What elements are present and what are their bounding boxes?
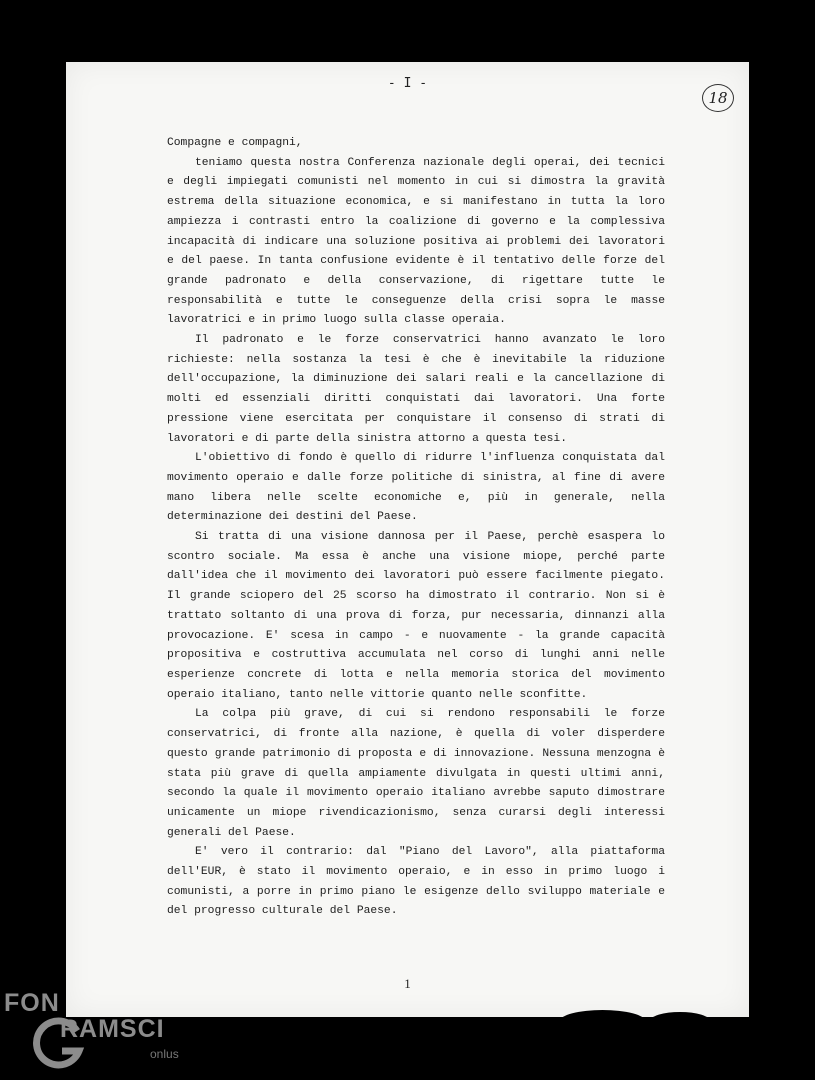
body-text <box>167 134 665 922</box>
paragraph: Il padronato e le forze conservatrici hanno avanzato le loro richieste: nella sostanza la tesi è che è inevitabile la riduzione dell'occupazione, la diminuzione dei salari reali e la cancellazione di molti ed essenziali diritti conquistati dai lavoratori. Una forte pressione viene esercitata per conquistare il consenso di strati di lavoratori e di parte della sinistra attorno a questa tesi. <box>167 334 665 445</box>
paragraph: E' vero il contrario: dal "Piano del Lavoro", alla piattaforma dell'EUR, è stato il movimento operaio, e in esso in primo luogo i comunisti, a porre in primo piano le esigenze dello sviluppo materiale e del progresso culturale del Paese. <box>167 846 665 918</box>
page-number: 1 <box>404 976 411 991</box>
scan-shadow <box>560 1010 645 1032</box>
fondazione-gramsci-logo <box>0 985 220 1080</box>
paragraph: teniamo questa nostra Conferenza nazionale degli operai, dei tecnici e degli impiegati comunisti nel momento in cui si dimostra la gravità estrema della situazione economica, e si manifestano in tutta la loro ampiezza i contrasti entro la coalizione di governo e la complessiva incapacità di indicare una soluzione positiva ai problemi dei lavoratori e del paese. In tanta confusione evidente è il tentativo delle forze del grande padronato e della conservazione, di rigettare tutte le responsabilità e tutte le conseguenze della crisi sopra le masse lavoratrici e in primo luogo sulla classe operaia. <box>167 156 665 327</box>
scan-shadow <box>650 1012 710 1030</box>
archive-stamp: 18 <box>702 84 734 112</box>
logo-text-line2: RAMSCI <box>60 1015 165 1043</box>
paragraph: Si tratta di una visione dannosa per il Paese, perchè esaspera lo scontro sociale. Ma essa è anche una visione miope, perché parte dall'idea che il movimento dei lavoratori può essere facilmente piegato. Il grande sciopero del 25 scorso ha dimostrato il contrario. Non si è trattato soltanto di una prova di forza, pur necessaria, dinnanzi alla provocazione. E' scesa in campo - e nuovamente - la grande capacità propositiva e costruttiva accumulata nel corso di lunghi anni nelle esperienze concrete di lotta e nella memoria storica del movimento operaio italiano, tanto nelle vittorie quanto nelle sconfitte. <box>167 531 665 701</box>
document-page <box>66 62 749 1017</box>
page-header: - I - <box>387 76 428 91</box>
salutation: Compagne e compagni, <box>167 137 303 149</box>
logo-text-line3: onlus <box>150 1047 179 1061</box>
logo-text-line1: FON <box>4 989 60 1017</box>
paragraph: L'obiettivo di fondo è quello di ridurre l'influenza conquistata dal movimento operaio e dalle forze politiche di sinistra, al fine di avere mano libera nelle scelte economiche e, più in generale, nella determinazione dei destini del Paese. <box>167 452 665 524</box>
paragraph: La colpa più grave, di cui si rendono responsabili le forze conservatrici, di fronte alla nazione, è quella di voler disperdere questo grande patrimonio di proposta e di innovazione. Nessuna menzogna è stata più grave di quella ampiamente divulgata in questi ultimi anni, secondo la quale il movimento operaio italiano avrebbe saputo dimostrare unicamente un miope rivendicazionismo, senza curarsi degli interessi generali del Paese. <box>167 708 665 839</box>
